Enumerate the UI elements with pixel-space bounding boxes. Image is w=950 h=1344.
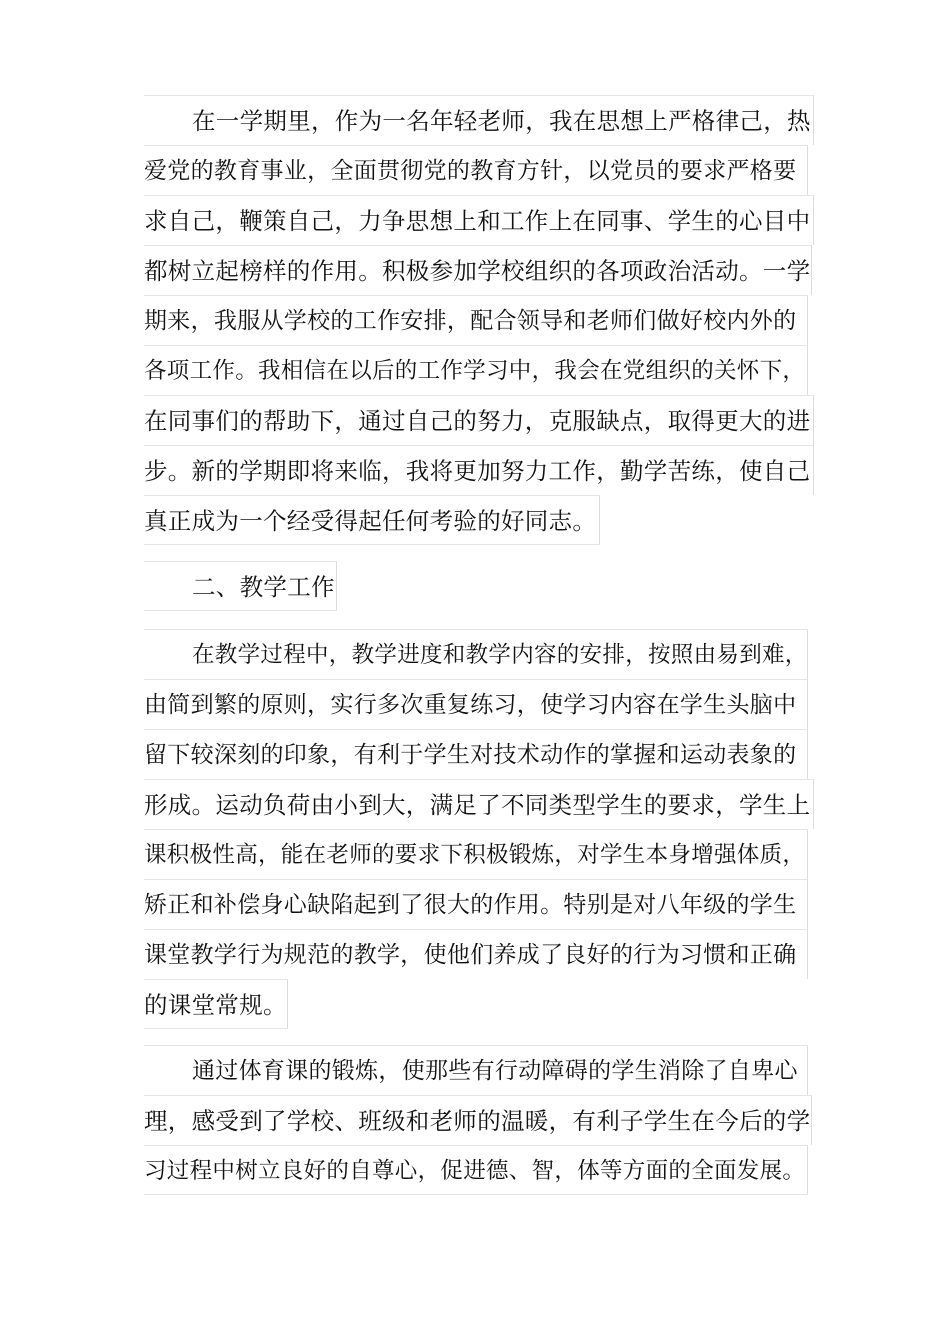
paragraph-1-line-4: 都树立起榜样的作用。积极参加学校组织的各项政治活动。一学	[144, 245, 812, 295]
paragraph-1-line-7: 在同事们的帮助下，通过自己的努力，克服缺点，取得更大的进	[144, 395, 814, 445]
paragraph-3-line-3: 习过程中树立良好的自尊心，促进德、智，体等方面的全面发展。	[144, 1145, 808, 1195]
paragraph-2-line-8: 的课堂常规。	[144, 979, 288, 1029]
section-heading-teaching-work: 二、教学工作	[144, 561, 337, 611]
paragraph-1-line-3: 求自己，鞭策自己，力争思想上和工作上在同事、学生的心目中	[144, 195, 814, 245]
paragraph-3-line-2: 理，感受到了学校、班级和老师的温暖，有利子学生在今后的学	[144, 1095, 812, 1145]
paragraph-1-line-5: 期来，我服从学校的工作安排，配合领导和老师们做好校内外的	[144, 295, 808, 345]
paragraph-2-line-2: 由简到繁的原则，实行多次重复练习，使学习内容在学生头脑中	[144, 679, 808, 729]
paragraph-2-line-4: 形成。运动负荷由小到大，满足了不同类型学生的要求，学生上	[144, 779, 814, 829]
paragraph-1-line-9: 真正成为一个经受得起任何考验的好同志。	[144, 495, 600, 545]
paragraph-2-line-6: 矫正和补偿身心缺陷起到了很大的作用。特别是对八年级的学生	[144, 879, 808, 929]
paragraph-1-line-1: 在一学期里，作为一名年轻老师，我在思想上严格律己，热	[144, 95, 814, 145]
paragraph-1-line-2: 爱党的教育事业，全面贯彻党的教育方针，以党员的要求严格要	[144, 145, 808, 195]
paragraph-1-line-6: 各项工作。我相信在以后的工作学习中，我会在党组织的关怀下，	[144, 345, 808, 395]
paragraph-2-line-1: 在教学过程中，教学进度和教学内容的安排，按照由易到难，	[144, 629, 808, 679]
paragraph-1-line-8: 步。新的学期即将来临，我将更加努力工作，勤学苦练，使自己	[144, 445, 814, 495]
paragraph-2-line-5: 课积极性高，能在老师的要求下积极锻炼，对学生本身增强体质，	[144, 829, 808, 879]
paragraph-2-line-7: 课堂教学行为规范的教学，使他们养成了良好的行为习惯和正确	[144, 929, 808, 979]
paragraph-2-line-3: 留下较深刻的印象，有利于学生对技术动作的掌握和运动表象的	[144, 729, 808, 779]
paragraph-3-line-1: 通过体育课的锻炼，使那些有行动障碍的学生消除了自卑心	[144, 1045, 808, 1095]
